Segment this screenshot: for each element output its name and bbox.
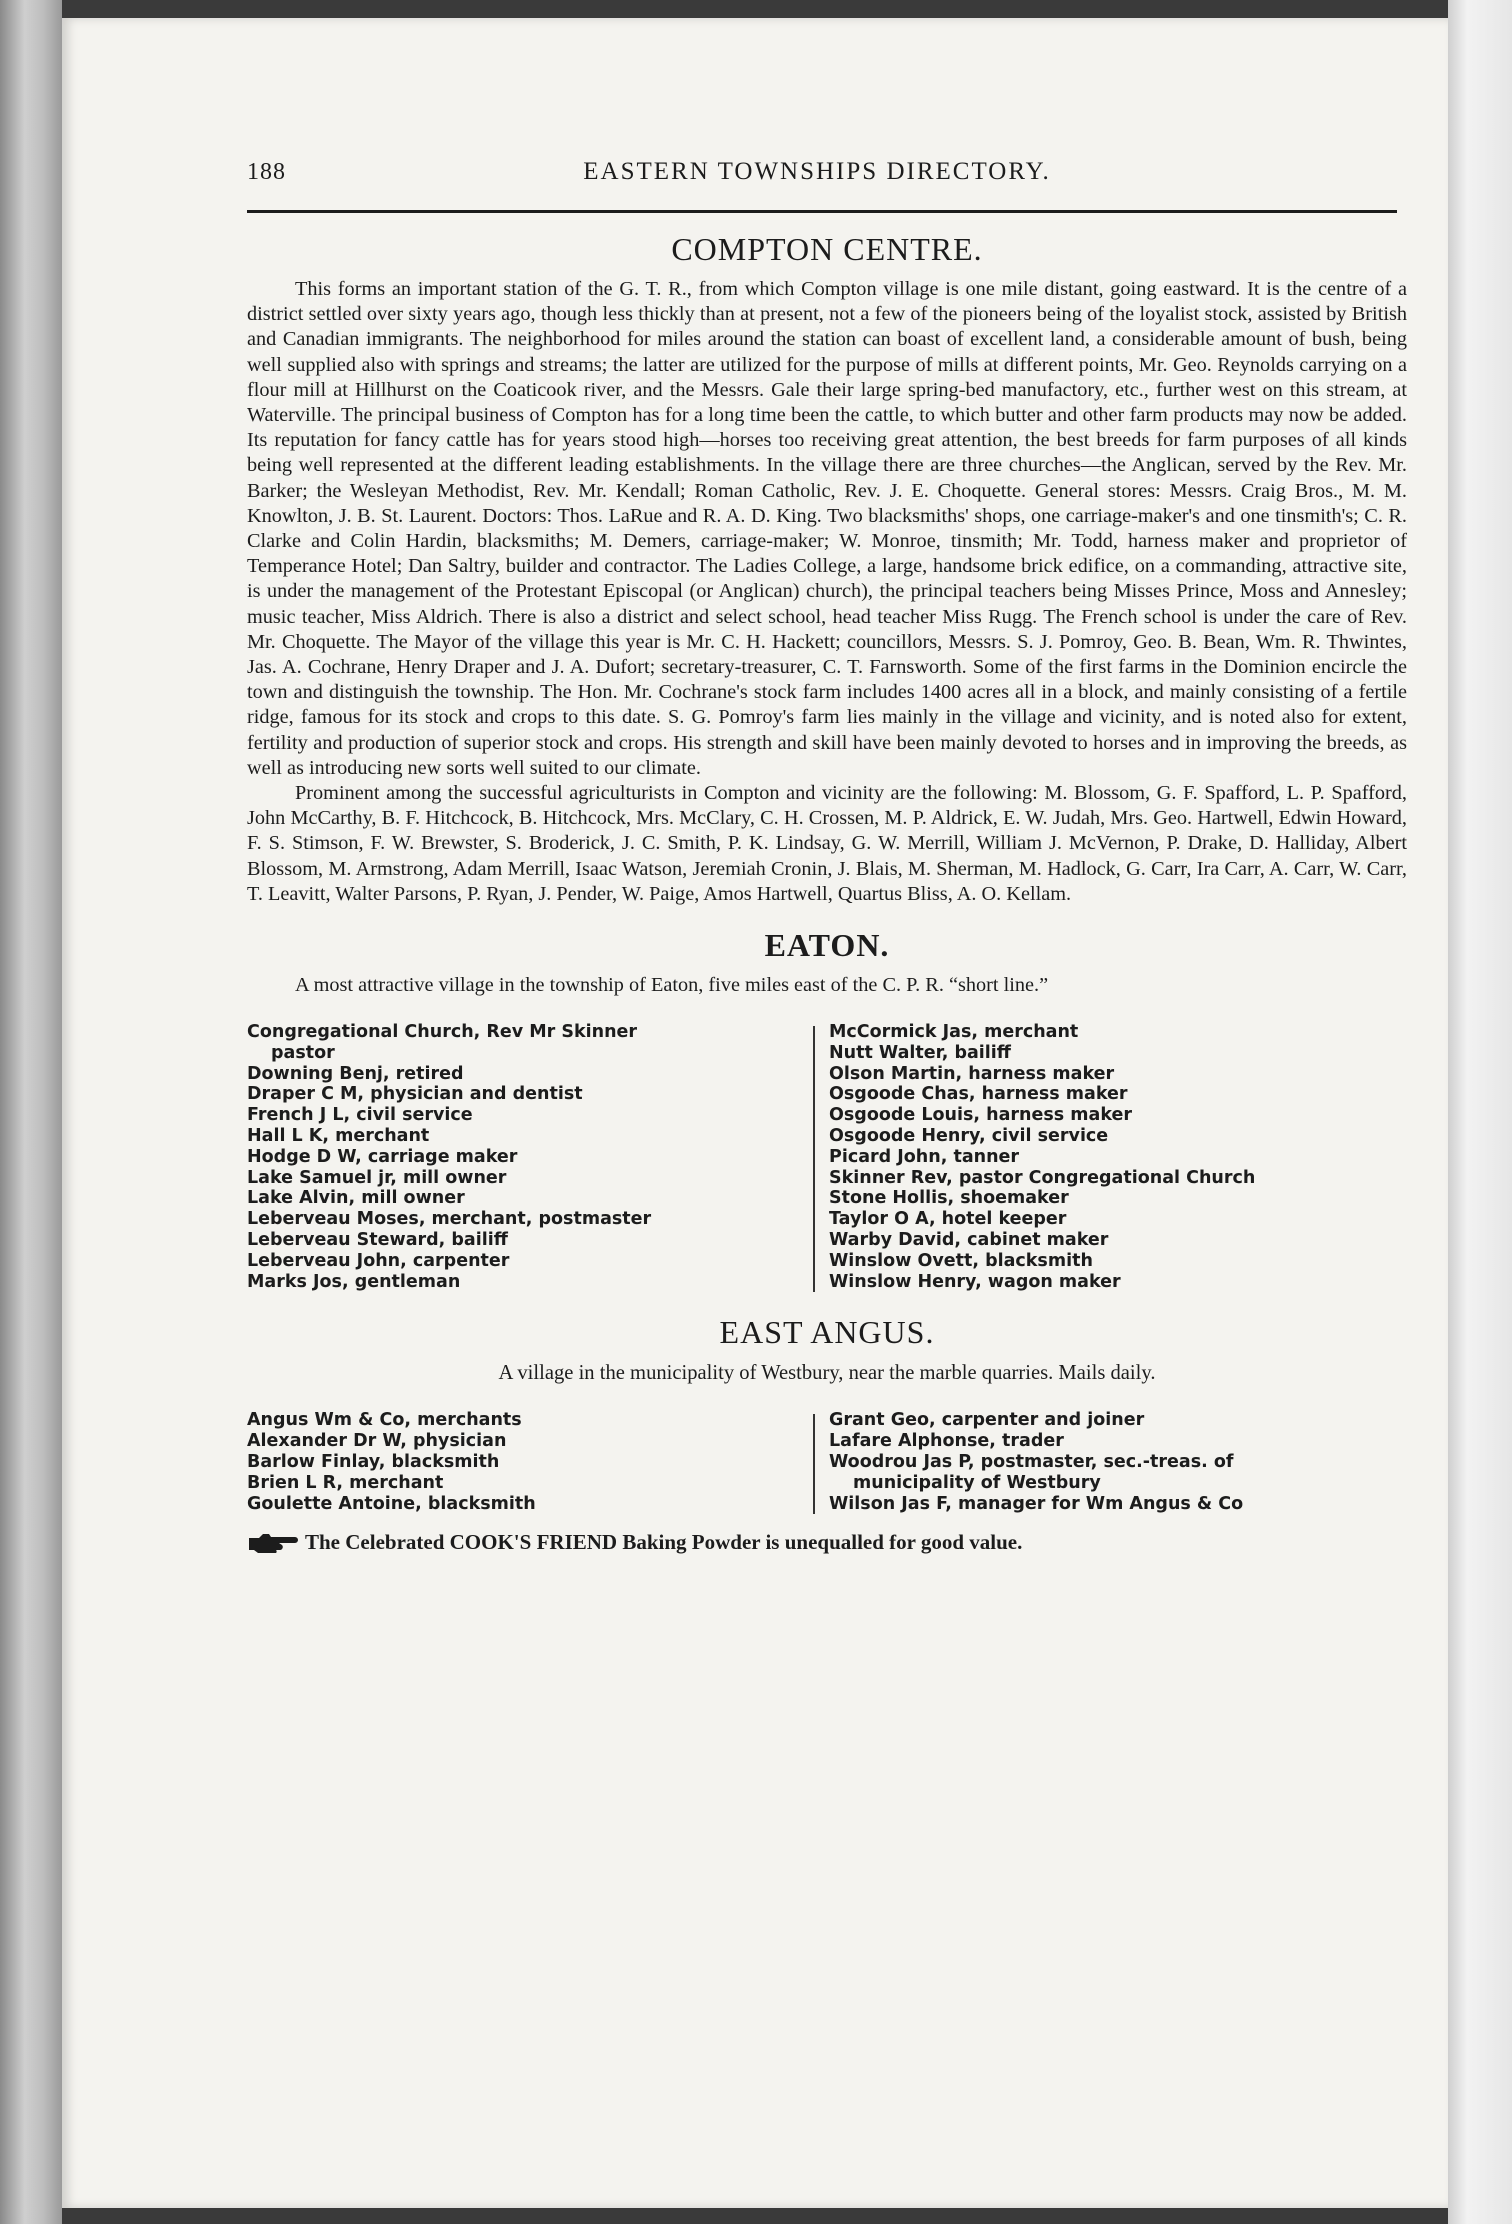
compton-agriculturists: Prominent among the successful agriculturists in Compton and vicinity are the following: M. Blossom, G. F. Spafford, L. P. Spafford, John McCarthy, B. F. Hitchcock, B. Hitchcock, Mrs. McClary, C. H. Crossen, M. P. Aldrick, E. W. Judah, Mrs. Geo. Hartwell, Edwin Howard, F. S. Stimson, F. W. Brewster, S. Broderick, J. C. Smith, P. K. Lindsay, G. W. Merrill, William J. McVernon, P. Drake, D. Halliday, Albert Blossom, M. Armstrong, Adam Merrill, Isaac Watson, Jeremiah Cronin, J. Blais, M. Sherman, M. Hadlock, G. Carr, Ira Carr, A. Carr, W. Carr, T. Leavitt, Walter Parsons, P. Ryan, J. Pender, W. Paige, Amos Hartwell, Quartus Bliss, A. O. Kellam. [247, 782, 1407, 905]
section-title-east-angus: EAST ANGUS. [719, 1314, 935, 1351]
list-item: Skinner Rev, pastor Congregational Church [829, 1167, 1256, 1188]
column-divider [813, 1026, 815, 1292]
list-item: McCormick Jas, merchant [829, 1022, 1079, 1043]
list-item: Downing Benj, retired [247, 1063, 464, 1084]
list-item: Winslow Ovett, blacksmith [829, 1250, 1093, 1271]
list-item: Hall L K, merchant [247, 1126, 430, 1147]
list-item: Osgoode Henry, civil service [829, 1126, 1109, 1147]
list-item: Taylor O A, hotel keeper [829, 1209, 1067, 1230]
running-title: EASTERN TOWNSHIPS DIRECTORY. [583, 158, 1051, 185]
list-item: Leberveau Steward, bailiff [247, 1230, 508, 1251]
list-item: Marks Jos, gentleman [247, 1271, 461, 1292]
list-item: Warby David, cabinet maker [829, 1230, 1109, 1251]
section-title-compton: COMPTON CENTRE. [671, 231, 983, 267]
east-angus-listing-left [247, 1410, 809, 1514]
list-item: Leberveau John, carpenter [247, 1250, 510, 1271]
list-item: Congregational Church, Rev Mr Skinner pastor [247, 1022, 638, 1063]
compton-description: This forms an important station of the G. T. R., from which Compton village is one mile distant, going eastward. It is the centre of a district settled over sixty years ago, though less thickly than at present, not a few of the pioneers being of the loyalist stock, assisted by British and Canadian immigrants. The neighborhood for miles around the station can boast of excellent land, a considerable amount of bush, being well supplied also with springs and streams; the latter are utilized for the purpose of mills at different points, Mr. Geo. Reynolds carrying on a flour mill at Hillhurst on the Coaticook river, and the Messrs. Gale their large spring-bed manufactory, etc., further west on this stream, at Waterville. The principal business of Compton has for a long time been the cattle, to which butter and other farm products may now be added. Its reputation for fancy cattle has for years stood high—horses too receiving great attention, the best breeds for farm purposes of all kinds being well represented at the different leading establishments. In the village there are three churches—the Anglican, served by the Rev. Mr. Barker; the Wesleyan Methodist, Rev. Mr. Kendall; Roman Catholic, Rev. J. E. Choquette. General stores: Messrs. Craig Bros., M. M. Knowlton, J. B. St. Laurent. Doctors: Thos. LaRue and R. A. D. King. Two blacksmiths' shops, one carriage-maker's and one tinsmith's; C. R. Clarke and Colin Hardin, blacksmiths; M. Demers, carriage-maker; W. Monroe, tinsmith; Mr. Todd, harness maker and proprietor of Temperance Hotel; Dan Saltry, builder and contractor. The Ladies College, a large, handsome brick edifice, on a commanding, attractive site, is under the management of the Protestant Episcopal (or Anglican) church), the principal teachers being Misses Prince, Moss and Annesley; music teacher, Miss Aldrich. There is also a district and select school, head teacher Miss Rugg. The French school is under the care of Rev. Mr. Choquette. The Mayor of the village this year is Mr. C. H. Hackett; councillors, Messrs. S. J. Pomroy, Geo. B. Bean, Wm. R. Thwintes, Jas. A. Cochrane, Henry Draper and J. A. Dufort; secretary-treasurer, C. T. Farnsworth. Some of the first farms in the Dominion encircle the town and distinguish the township. The Hon. Mr. Cochrane's stock farm includes 1400 acres all in a block, and mainly consisting of a fertile ridge, famous for its stock and crops to this date. S. G. Pomroy's farm lies mainly in the village and vicinity, and is noted also for extent, fertility and production of superior stock and crops. His strength and skill have been mainly devoted to horses and in improving the breeds, as well as introducing new sorts well suited to our climate. [247, 278, 1407, 779]
list-item: Lafare Alphonse, trader [829, 1431, 1064, 1452]
list-item: Osgoode Chas, harness maker [829, 1084, 1128, 1105]
directory-page [62, 18, 1448, 2208]
east-angus-intro: A village in the municipality of Westbury, near the marble quarries. Mails daily. [498, 1362, 1156, 1385]
list-item: Grant Geo, carpenter and joiner [829, 1410, 1145, 1431]
list-item: Stone Hollis, shoemaker [829, 1188, 1069, 1209]
list-item: Goulette Antoine, blacksmith [247, 1493, 536, 1514]
page-content [247, 158, 1407, 1555]
east-angus-listing-right [829, 1410, 1389, 1514]
list-item: Lake Alvin, mill owner [247, 1188, 465, 1209]
list-item: Nutt Walter, bailiff [829, 1042, 1011, 1063]
header-rule [247, 210, 1397, 213]
list-item: Winslow Henry, wagon maker [829, 1271, 1121, 1292]
list-item: French J L, civil service [247, 1105, 473, 1126]
list-item: Brien L R, merchant [247, 1472, 444, 1493]
pointing-hand-icon [247, 1532, 299, 1554]
list-item: Picard John, tanner [829, 1146, 1020, 1167]
footer-advertisement [247, 1530, 1407, 1555]
column-divider [813, 1414, 815, 1514]
east-angus-listing [247, 1410, 1407, 1514]
section-title-eaton: EATON. [764, 927, 890, 964]
list-item: Olson Martin, harness maker [829, 1063, 1115, 1084]
next-page-edge [1448, 0, 1512, 2224]
list-item: Wilson Jas F, manager for Wm Angus & Co [829, 1493, 1244, 1514]
list-item: Draper C M, physician and dentist [247, 1084, 583, 1105]
eaton-listing-right [829, 1022, 1389, 1292]
page-number: 188 [247, 159, 286, 185]
list-item: Alexander Dr W, physician [247, 1431, 507, 1452]
eaton-listing-left [247, 1022, 809, 1292]
list-item: Osgoode Louis, harness maker [829, 1105, 1133, 1126]
list-item: Woodrou Jas P, postmaster, sec.-treas. of municipality of Westbury [829, 1452, 1234, 1493]
list-item: Angus Wm & Co, merchants [247, 1410, 522, 1431]
list-item: Lake Samuel jr, mill owner [247, 1167, 507, 1188]
list-item: Leberveau Moses, merchant, postmaster [247, 1209, 652, 1230]
list-item: Barlow Finlay, blacksmith [247, 1452, 500, 1473]
list-item: Hodge D W, carriage maker [247, 1146, 518, 1167]
page-header [247, 158, 1407, 202]
eaton-listing [247, 1022, 1407, 1292]
footer-advert-text: The Celebrated COOK'S FRIEND Baking Powder is unequalled for good value. [305, 1530, 1023, 1555]
eaton-intro: A most attractive village in the township of Eaton, five miles east of the C. P. R. “short line.” [295, 974, 1049, 997]
book-spine [0, 0, 62, 2224]
